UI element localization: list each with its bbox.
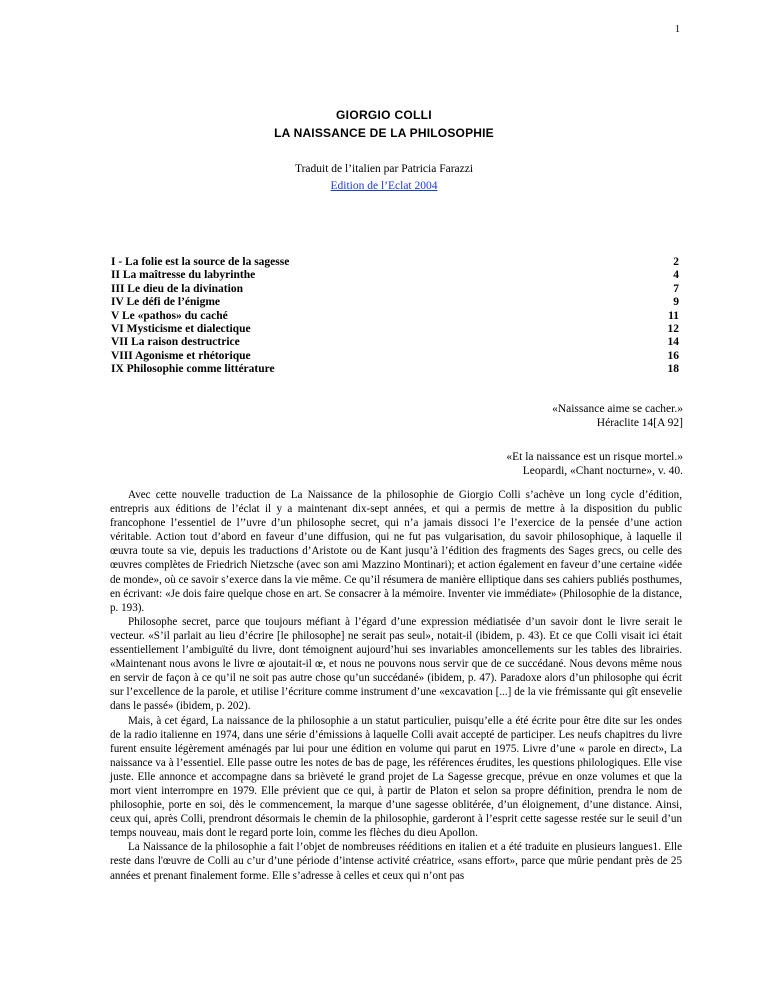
toc-entry-page: 9	[673, 296, 679, 309]
toc-entry-page: 2	[673, 256, 679, 268]
translator-credit: Traduit de l’italien par Patricia Farazzi	[294, 163, 474, 175]
toc-entry-label: IV Le défi de l’énigme	[111, 296, 221, 309]
toc-entry-label: IX Philosophie comme littérature	[111, 363, 275, 376]
edition-link[interactable]: Edition de l’Eclat 2004	[330, 180, 438, 192]
toc-entry-page: 4	[673, 269, 679, 282]
author-name: GIORGIO COLLI	[336, 108, 432, 122]
toc-entry[interactable]	[111, 350, 679, 363]
table-of-contents	[111, 256, 679, 377]
body-text	[110, 488, 682, 883]
toc-entry[interactable]	[111, 269, 679, 282]
paragraph: Mais, à cet égard, La naissance de la philosophie a un statut particulier, puisqu’elle a été écrite pour être dite sur les ondes de la radio italienne en 1974, dans une série d’émissions à laquelle Colli avait accepté de participer. Les neufs chapitres du livre furent ensuite légèrement aménagés par lui pour une édition en volume qui parut en 1975. Livre d’une « parole en direct», La naissance va à l’essentiel. Elle passe outre les notes de bas de page, les références érudites, les questions philologiques. Elle vise juste. Elle annonce et accompagne dans sa brièveté le grand projet de La Sagesse grecque, prévue en onze volumes et que la mort vient interrompre en 1979. Elle prévient que ce qui, à partir de Platon et selon sa propre définition, prendra le nom de philosophie, porte en soi, dès le commencement, la marque d’une sagesse oblitérée, d’un éloignement, d’une distance. Ainsi, ceux qui, après Colli, prendront désormais le chemin de la philosophie, garderont à l’esprit cette sagesse restée sur le seuil d’un temps nouveau, mais dont le regard porte loin, comme les flèches du dieu Apollon.	[110, 714, 682, 840]
toc-entry[interactable]	[111, 363, 679, 376]
toc-entry-label: VII La raison destructrice	[111, 336, 240, 349]
toc-entry[interactable]	[111, 296, 679, 309]
epigraph	[506, 402, 683, 430]
epigraph-source: Héraclite 14[A 92]	[596, 417, 683, 429]
toc-entry[interactable]	[111, 256, 679, 269]
epigraph-quote: «Et la naissance est un risque mortel.»	[506, 451, 683, 463]
toc-entry[interactable]	[111, 323, 679, 336]
toc-entry-page: 12	[667, 322, 679, 335]
toc-entry-label: V Le «pathos» du caché	[111, 309, 228, 322]
toc-entry-page: 18	[667, 363, 679, 376]
toc-entry[interactable]	[111, 336, 679, 349]
toc-entry-label: VIII Agonisme et rhétorique	[111, 349, 251, 362]
paragraph: Philosophe secret, parce que toujours méfiant à l’égard d’une expression médiatisée d’un savoir dont le livre serait le vecteur. «S’il parlait au lieu d’écrire [le philosophe] ne serait pas seul», notait-il (ibidem, p. 43). Et ce que Colli visait ici était essentiellement l’ambiguïté du livre, dont témoignent aujourd’hui ses invariables amoncellements sur les tables des librairies. «Maintenant nous avons le livre œ ajoutait-il œ, et nous ne pouvons nous servir que de ce succédané. Nous devons même nous en servir de façon à ce qu’il ne soit pas autre chose qu’un succédané» (ibidem, p. 47). Paradoxe alors d’un philosophe qui écrit sur l’excellence de la parole, et utilise l’écriture comme instrument d’une «excavation [...] de la vie frémissante qui gît ensevelie dans le passé» (ibidem, p. 202).	[110, 615, 682, 713]
toc-entry[interactable]	[111, 283, 679, 296]
toc-entry-page: 16	[667, 349, 679, 362]
toc-entry-label: III Le dieu de la divination	[111, 282, 243, 295]
toc-entry-page: 14	[667, 336, 679, 349]
epigraphs	[506, 402, 683, 478]
toc-entry-label: II La maîtresse du labyrinthe	[111, 269, 256, 282]
toc-entry-label: I - La folie est la source de la sagesse	[111, 256, 290, 268]
toc-entry-page: 11	[668, 309, 679, 322]
page-number: 1	[675, 24, 680, 35]
toc-entry-page: 7	[673, 282, 679, 295]
epigraph-source: Leopardi, «Chant nocturne», v. 40.	[522, 465, 683, 477]
book-title: LA NAISSANCE DE LA PHILOSOPHIE	[274, 126, 494, 140]
toc-entry[interactable]	[111, 310, 679, 323]
document-header	[0, 106, 768, 194]
paragraph: Avec cette nouvelle traduction de La Naissance de la philosophie de Giorgio Colli s’achève un long cycle d’édition, entrepris aux éditions de l’éclat il y a maintenant dix-sept années, et qui a permis de mettre à la disposition du public francophone l’essentiel de l’’uvre d’un philosophe secret, qui n’a jamais dissoci l’e l’exercice de la pensée d’une action véritable. Action tout d’abord en faveur d’une diffusion, qui ne fut pas vulgarisation, du savoir philosophique, à laquelle il œuvra toute sa vie, depuis les traductions d’Aristote ou de Kant jusqu’à l’édition des fragments des Sages grecs, ou celle des œuvres complètes de Friedrich Nietzsche (avec son ami Mazzino Montinari); et action également en faveur d’une certaine «idée de monde», où ce savoir s’exerce dans la vie même. Ce qu’il résumera de manière elliptique dans ses cahiers publiés posthumes, en écrivant: «Je dois faire quelque chose en art. Se consacrer à la mémoire. Inventer vie immédiate» (Philosophie de la distance, p. 193).	[110, 489, 682, 614]
epigraph-quote: «Naissance aime se cacher.»	[552, 403, 683, 415]
paragraph: La Naissance de la philosophie a fait l’objet de nombreuses rééditions en italien et a été traduite en plusieurs langues1. Elle reste dans l'œuvre de Colli au c’ur d’une période d’intense activité créatrice, «sans effort», parce que mûrie pendant près de 25 années et prenant finalement forme. Elle s’adresse à celles et ceux qui n’ont pas	[110, 841, 682, 882]
toc-entry-label: VI Mysticisme et dialectique	[111, 322, 251, 335]
epigraph	[506, 450, 683, 478]
